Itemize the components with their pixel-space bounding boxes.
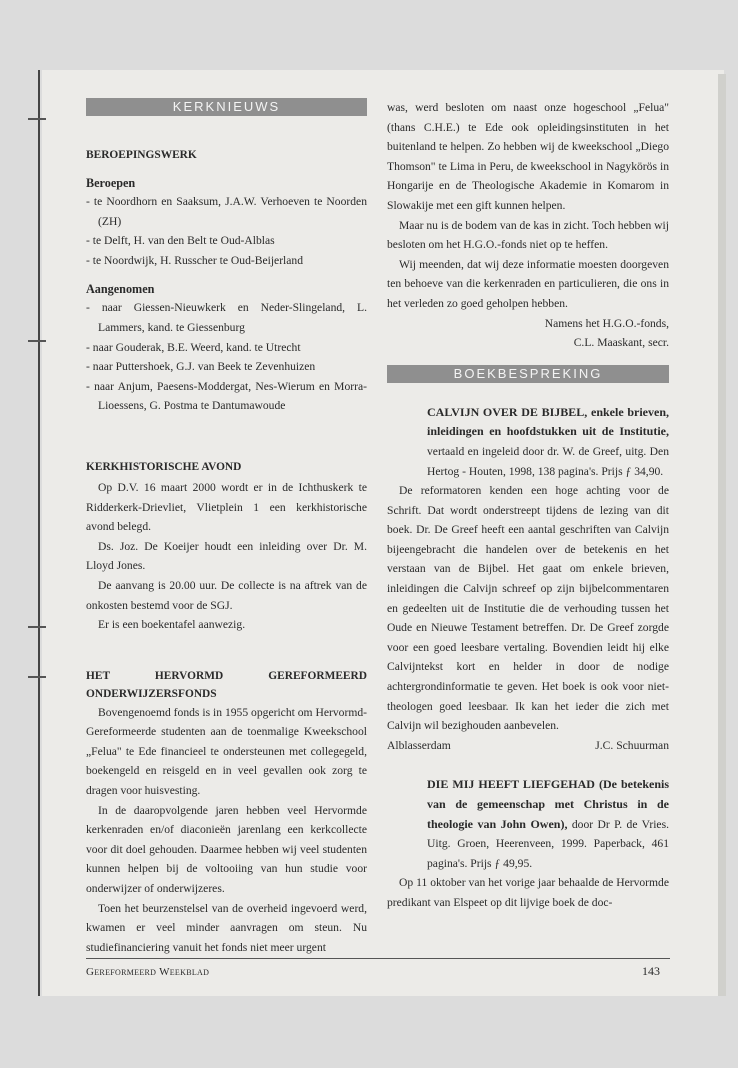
reviewer-name: J.C. Schuurman — [595, 738, 669, 752]
book-title: CALVIJN OVER DE BIJBEL, enkele brieven, inleidingen en hoofdstukken uit de Institutie, — [427, 404, 669, 439]
binding-tick — [28, 676, 46, 678]
paragraph: Op 11 oktober van het vorige jaar behaalde de Hervormde predikant van Elspeet op dit lijvige boek de doc- — [387, 876, 669, 909]
book-review-header — [427, 775, 669, 873]
list-item: - naar Gouderak, B.E. Weerd, kand. te Utrecht — [86, 338, 367, 358]
aangenomen-list — [86, 298, 367, 416]
left-column — [86, 98, 367, 957]
heading-kerkhistorische-avond: KERKHISTORISCHE AVOND — [86, 460, 242, 473]
signature-line: Namens het H.G.O.-fonds, — [544, 316, 669, 330]
list-item: - naar Giessen-Nieuwkerk en Neder-Slingeland, L. Lammers, kand. te Giessenburg — [86, 298, 367, 337]
right-column — [387, 98, 669, 913]
binding-tick — [28, 340, 46, 342]
book-meta: door Dr P. de Vries. Uitg. Groen, Heerenveen, 1999. Paperback, 461 pagina's. Prijs ƒ 49,95. — [427, 817, 669, 870]
paragraph: Op D.V. 16 maart 2000 wordt er in de Ichthuskerk te Ridderkerk-Drievliet, Vlietplein 1 een kerkhistorische avond belegd. — [86, 480, 367, 534]
paragraph: Er is een boekentafel aanwezig. — [98, 618, 246, 632]
section-header-boekbespreking: BOEKBESPREKING — [387, 365, 669, 383]
section-header-kerknieuws: KERKNIEUWS — [86, 98, 367, 116]
heading-aangenomen: Aangenomen — [86, 282, 155, 297]
paragraph: Toen het beurzenstelsel van de overheid ingevoerd werd, kwamen er veel minder aanvragen om steun. Nu studiefinanciering vanuit het fonds niet meer urgent — [86, 901, 367, 954]
binding-edge — [38, 70, 46, 996]
paragraph: De reformatoren kenden een hoge achting voor de Schrift. Dat wordt onderstreept tijdens de lezing van dit boek. Dr. De Greef heeft een aantal geschriften van Calvijn bijeengebracht die handelen over de betekenis en het verstaan van de Bijbel. Het gaat om enkele brieven, inleidingen die Calvijn schreef op zijn bijbelcommentaren en gedeelten uit de Institutie die de verhouding tussen het Oude en Nieuwe Testament betreffen. Dr. De Greef zorgde voor een goed leesbare vertaling. Bovendien leidt hij elke Calvijntekst kort en helder in door de nodige achtergrondinformatie te geven. Het boek is ook voor niet-theologen goed leesbaar. Ik kan het ieder die zich met Calvijn wil bezighouden aanbevelen. — [387, 484, 669, 733]
paragraph: Maar nu is de bodem van de kas in zicht. Toch hebben wij besloten om het H.G.O.-fonds niet op te heffen. — [387, 218, 669, 252]
paragraph: In de daaropvolgende jaren hebben veel Hervormde kerkenraden en/of diaconieën jarenlang een kerkcollecte voor dit doel gehouden. Daarmee hebben wij veel studenten kunnen helpen bij de voltooiing van hun studie voor onderwijzer of onderwijzeres. — [86, 803, 367, 896]
page-edge-shadow — [718, 74, 726, 996]
paragraph: Ds. Joz. De Koeijer houdt een inleiding over Dr. M. Lloyd Jones. — [86, 539, 367, 573]
heading-beroepingswerk: BEROEPINGSWERK — [86, 149, 197, 161]
heading-onderwijzersfonds: HET HERVORMD GEREFORMEERD ONDERWIJZERSFONDS — [86, 669, 367, 700]
beroepen-list — [86, 192, 367, 270]
binding-tick — [28, 118, 46, 120]
reviewer-place: Alblasserdam — [387, 738, 451, 752]
list-item: - te Noordwijk, H. Russcher te Oud-Beijerland — [86, 251, 367, 271]
publication-name: Gereformeerd Weekblad — [86, 966, 210, 978]
footer-rule — [86, 958, 670, 959]
list-item: - naar Anjum, Paesens-Moddergat, Nes-Wierum en Morra-Lioessens, G. Postma te Dantumawoude — [86, 377, 367, 416]
book-title: DIE MIJ HEEFT LIEFGEHAD (De betekenis van de gemeenschap met Christus in de theologie van John Owen), — [427, 777, 669, 831]
reviewer-line — [387, 736, 669, 756]
paragraph: Wij meenden, dat wij deze informatie moesten doorgeven ten behoeve van die kerkenraden en particulieren, die ons in het verleden zo goed geholpen hebben. — [387, 257, 669, 310]
signature-name: C.L. Maaskant, secr. — [573, 336, 669, 350]
book-meta: vertaald en ingeleid door dr. W. de Greef, uitg. Den Hertog - Houten, 1998, 138 pagina's. Prijs ƒ 34,90. — [427, 444, 669, 478]
paragraph: was, werd besloten om naast onze hogeschool „Felua" (thans C.H.E.) te Ede ook opleidingsinstituten in het buitenland te helpen. Zo hebben wij de kweekschool „Diego Thomson" te Lima in Peru, de kweekschool in Nagykörös in Hongarije en de Theologische Akademie in Komarom in Slowakije met een gift kunnen helpen. — [387, 101, 669, 212]
page-number: 143 — [642, 964, 660, 978]
list-item: - naar Puttershoek, G.J. van Beek te Zevenhuizen — [86, 357, 367, 377]
list-item: - te Noordhorn en Saaksum, J.A.W. Verhoeven te Noorden (ZH) — [86, 192, 367, 231]
binding-tick — [28, 626, 46, 628]
paragraph: De aanvang is 20.00 uur. De collecte is na aftrek van de onkosten bestemd voor de SGJ. — [86, 578, 367, 612]
list-item: - te Delft, H. van den Belt te Oud-Alblas — [86, 231, 367, 251]
heading-beroepen: Beroepen — [86, 176, 136, 190]
book-review-header — [427, 403, 669, 481]
paragraph: Bovengenoemd fonds is in 1955 opgericht om Hervormd-Gereformeerde studenten aan de toenmalige Kweekschool „Felua" te Ede financieel te ondersteunen met collegegeld, boekengeld en reisgeld en in veel gevallen ook zorg te dragen voor huisvesting. — [86, 705, 367, 798]
